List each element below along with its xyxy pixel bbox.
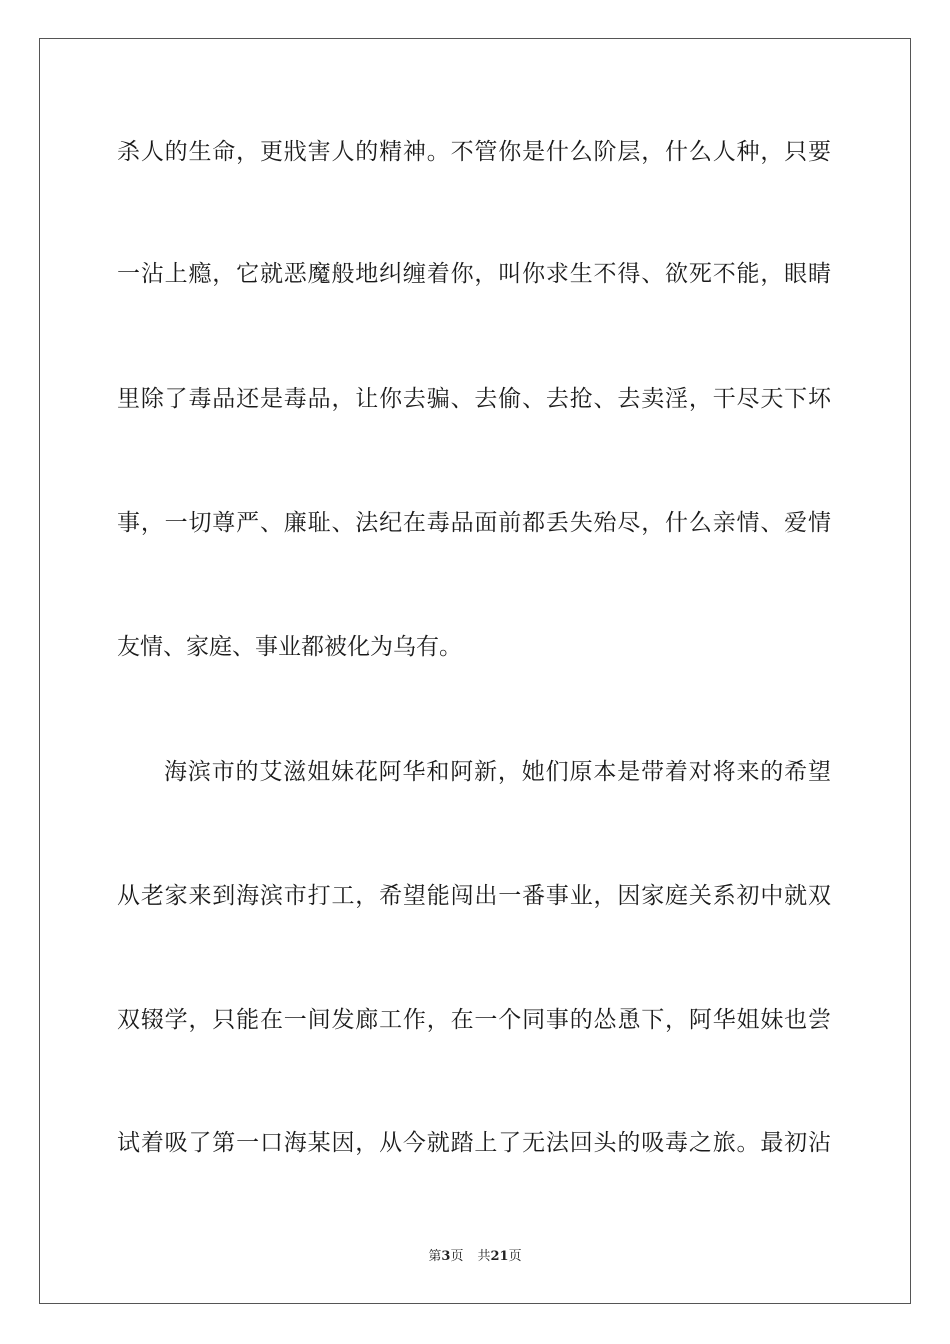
page-border — [39, 38, 911, 1304]
text-line: 双辍学，只能在一间发廊工作，在一个同事的怂恿下，阿华姐妹也尝 — [117, 1007, 831, 1033]
text-line: 一沾上瘾，它就恶魔般地纠缠着你，叫你求生不得、欲死不能，眼睛 — [117, 261, 831, 287]
text-line: 事，一切尊严、廉耻、法纪在毒品面前都丢失殆尽，什么亲情、爱情 — [117, 510, 831, 536]
text-line: 杀人的生命，更戕害人的精神。不管你是什么阶层，什么人种，只要 — [117, 139, 831, 165]
paragraph-first-line: 海滨市的艾滋姐妹花阿华和阿新，她们原本是带着对将来的希望 — [164, 759, 831, 785]
footer-page-number: 3 — [441, 1249, 451, 1264]
footer-page-suffix: 页 — [450, 1249, 464, 1264]
footer-total-suffix: 页 — [508, 1249, 522, 1264]
text-line: 友情、家庭、事业都被化为乌有。 — [117, 634, 462, 660]
text-line: 试着吸了第一口海某因，从今就踏上了无法回头的吸毒之旅。最初沾 — [117, 1130, 831, 1156]
page-footer — [0, 1248, 950, 1266]
footer-page-prefix: 第 — [428, 1249, 442, 1264]
footer-total-prefix: 共 — [477, 1249, 491, 1264]
text-line: 从老家来到海滨市打工，希望能闯出一番事业，因家庭关系初中就双 — [117, 883, 831, 909]
footer-total-pages: 21 — [490, 1249, 509, 1264]
text-line: 里除了毒品还是毒品，让你去骗、去偷、去抢、去卖淫，干尽天下坏 — [117, 386, 831, 412]
